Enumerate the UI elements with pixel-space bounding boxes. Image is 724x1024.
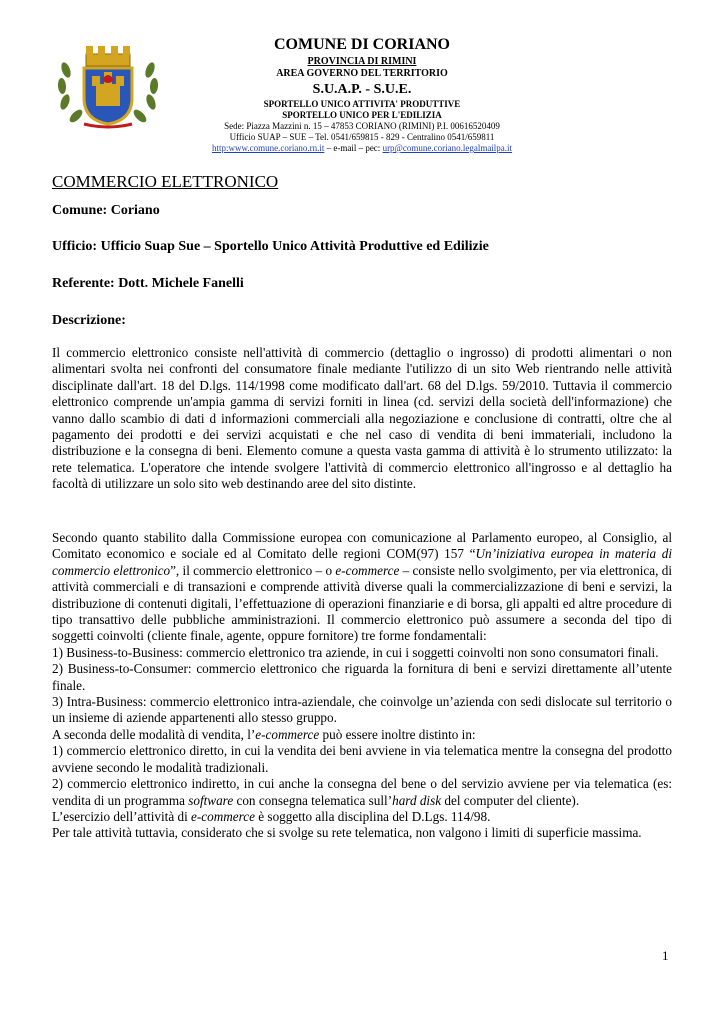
comune-field: Comune: Coriano [52,203,160,218]
laurel-right-icon [132,61,159,124]
referente-field: Referente: Dott. Michele Fanelli [52,276,244,291]
list-item: 2) commercio elettronico indiretto, in cui anche la consegna del bene o del servizio avviene per via telematica (es: vendita di un programma software con consegna telematica sull’hard disk del computer del cliente). [52,776,672,808]
ufficio-field: Ufficio: Ufficio Suap Sue – Sportello Unico Attività Produttive ed Edilizie [52,239,489,254]
office-phone: Ufficio SUAP – SUE – Tel. 0541/659815 - 829 - Centralino 0541/659811 [229,132,495,142]
final-note: Per tale attività tuttavia, considerato che si svolge su rete telematica, non valgono i limiti di superficie massima. [52,825,642,841]
modalita-intro: A seconda delle modalità di vendita, l’e-commerce può essere inoltre distinto in: [52,726,476,742]
office-address: Sede: Piazza Mazzini n. 15 – 47853 CORIANO (RIMINI) P.I. 00616520409 [224,121,500,131]
contact-separator: – e-mail – pec: [324,143,383,153]
sportello-edilizia: SPORTELLO UNICO PER L'EDILIZIA [282,110,442,120]
province-name: PROVINCIA DI RIMINI [307,56,417,67]
sportello-productive: SPORTELLO UNICO ATTIVITA' PRODUTTIVE [263,99,461,109]
description-paragraph-1 [52,345,672,493]
suap-title: S.U.A.P. - S.U.E. [312,82,412,97]
shield-icon [84,68,132,124]
municipality-title: COMUNE DI CORIANO [274,36,450,53]
esercizio-line: L’esercizio dell’attività di e-commerce è soggetto alla disciplina del D.Lgs. 114/98. [52,808,491,824]
page-number: 1 [662,948,669,963]
paragraph-1: Il commercio elettronico consiste nell'attività di commercio (dettaglio o ingrosso) di prodotti alimentari o non alimentari svolta nei confronti del consumatore finale mediante l'utilizzo di un sito Web rientrando nelle attività disciplinate dall'art. 18 del D.lgs. 114/1998 come modificato dall'art. 68 del D.lgs. 59/2010. Tuttavia il commercio elettronico comprende un'ampia gamma di servizi forniti in linea (cd. servizi della società dell'informazione) che vanno dallo scambio di dati d informazioni commerciali alla negoziazione e conclusione di contratti, oltre che al pagamento dei prodotti e dei servizi acquistati e che nel caso di vendita di beni immateriali, includono la distribuzione e la consegna di beni. Elemento comune a questa vasta gamma di attività è lo strumento utilizzato: la rete telematica. L'operatore che intende svolgere l'attività di commercio elettronico all'ingrosso e al dettaglio ha facoltà di utilizzare un solo sito web destinando aree del sito distinte. [52,345,672,492]
list-item: 2) Business-to-Consumer: commercio elettronico che riguarda la fornitura di beni e servizi direttamente all’utente finale. [52,661,672,693]
list-item: 1) commercio elettronico diretto, in cui la vendita dei beni avviene in via telematica mentre la consegna del prodotto avviene secondo le modalità tradizionali. [52,743,672,775]
laurel-left-icon [57,61,84,124]
list-item: 3) Intra-Business: commercio elettronico intra-aziendale, che coinvolge un’azienda con sedi dislocate sul territorio o un insieme di aziende appartenenti allo stesso gruppo. [52,694,672,726]
crown-icon [86,46,130,66]
description-paragraph-2 [52,530,672,842]
list-item: 1) Business-to-Business: commercio elettronico tra aziende, in cui i soggetti coinvolti non sono consumatori finali. [52,644,659,660]
coat-of-arms-logo [52,40,164,130]
descrizione-label: Descrizione: [52,313,126,328]
pec-email-link[interactable]: urp@comune.coriano.legalmailpa.it [382,143,513,153]
paragraph-2: Secondo quanto stabilito dalla Commissione europea con comunicazione al Parlamento europeo, al Consiglio, al Comitato economico e sociale ed al Comitato delle regioni COM(97) 157 “Un’iniziativa europea in materia di commercio elettronico”, il commercio elettronico – o e-commerce – consiste nello svolgimento, per via elettronica, di attività commerciali e di transazioni e comprende attività diverse quali la commercializzazione di beni e servizi, la distribuzione di contenuti digitali, l’effettuazione di operazioni finanziarie e di borsa, gli appalti ed altre procedure di tipo transattivo delle pubbliche amministrazioni. Il commercio elettronico può assumere a seconda del tipo di soggetti coinvolti (cliente finale, agente, oppure fornitore) tre forme fondamentali: [52,530,673,644]
website-link[interactable]: http:www.comune.coriano.rn.it [211,143,325,153]
contact-line [180,143,544,153]
area-name: AREA GOVERNO DEL TERRITORIO [276,68,448,79]
document-title: COMMERCIO ELETTRONICO [52,172,279,191]
